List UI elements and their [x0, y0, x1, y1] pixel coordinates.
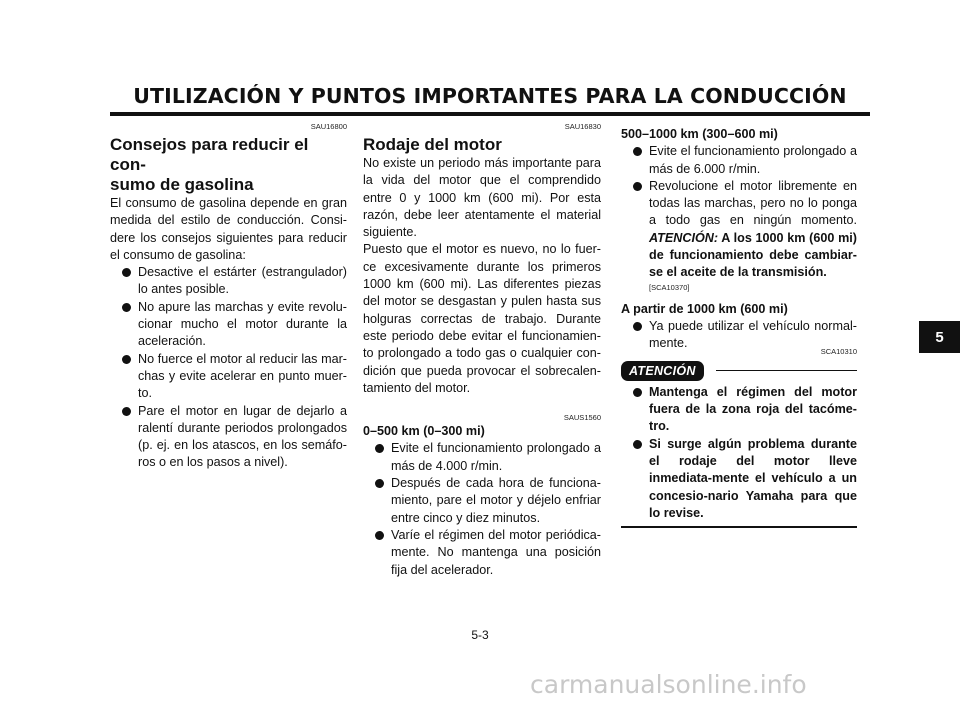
list-item [621, 384, 857, 436]
bullet-icon [375, 531, 384, 540]
list-item [110, 299, 347, 351]
column-fuel-tips [110, 122, 347, 472]
break-in-list-3 [621, 318, 857, 353]
break-in-paragraph-2: Puesto que el motor es nuevo, no lo fuer-ce excesivamente durante los primeros 1000 km (600 mi). Las diferentes piezas del motor se desgastan y pulen hasta sus holguras correctas de trabajo. Durante este periodo debe evitar el funcionamien-to prolongado a todo gas o cualquier con-dición que pueda provocar el sobrecalen-tamiento del motor. [363, 242, 601, 395]
list-item-text: No apure las marchas y evite revolu-cionar mucho el motor durante la aceleración. [138, 299, 347, 349]
bullet-icon [122, 303, 131, 312]
bullet-icon [375, 444, 384, 453]
list-item-text: Varíe el régimen del motor periódica-mente. No mantenga una posición fija del acelerador. [391, 527, 601, 577]
list-item [363, 440, 601, 475]
watermark: carmanualsonline.info [530, 670, 807, 699]
bullet-icon [122, 407, 131, 416]
break-in-paragraph-1: No existe un periodo más importante para la vida del motor que el comprendido entre 0 y 1000 km (600 mi). Por esta razón, debe leer atentamente el material siguiente. [363, 156, 601, 240]
list-item-text: Desactive el estárter (estrangulador) lo antes posible. [138, 265, 347, 297]
fuel-tips-list [110, 264, 347, 472]
caution-end-rule [621, 526, 857, 528]
subheading-500-1000: 500–1000 km (300–600 mi) [621, 127, 778, 141]
subheading-0-500: 0–500 km (0–300 mi) [363, 424, 485, 439]
list-item [110, 351, 347, 403]
list-item [363, 527, 601, 579]
chapter-tab: 5 [919, 321, 960, 353]
bullet-icon [375, 479, 384, 488]
list-item [621, 143, 857, 178]
fuel-intro: El consumo de gasolina depende en gran medida del estilo de conducción. Consi-dere los consejos siguientes para reducir el consumo de gasolina: [110, 196, 347, 262]
inline-warning-text: A los 1000 km (600 mi) de funcionamiento debe cambiar-se el aceite de la transmisión. [649, 230, 857, 280]
list-item-text: Revolucione el motor libremente en todas las marchas, pero no lo ponga a todo gas en ningún momento. [649, 178, 857, 228]
list-item-text: Después de cada hora de funciona-miento, pare el motor y déjelo enfriar entre cinco y diez minutos. [391, 476, 601, 525]
list-item-text: Mantenga el régimen del motor fuera de la zona roja del tacóme-tro. [649, 384, 857, 434]
list-item-text: Si surge algún problema durante el rodaje del motor lleve inmediata-mente el vehículo a un concesio-nario Yamaha para que lo revise. [649, 436, 857, 520]
bullet-icon [633, 440, 642, 449]
list-item [110, 403, 347, 472]
list-item-text: Evite el funcionamiento prolongado a más de 4.000 r/min. [391, 441, 601, 473]
list-item [363, 475, 601, 527]
bullet-icon [633, 182, 642, 191]
header-rule [110, 112, 870, 116]
bullet-icon [122, 355, 131, 364]
bullet-icon [633, 322, 642, 331]
caution-rule [716, 370, 857, 372]
section-heading-fuel [110, 135, 347, 195]
caution-badge: ATENCIÓN [621, 361, 704, 381]
section-code: SAU16800 [310, 122, 347, 131]
break-in-list-2 [621, 143, 857, 292]
list-item-text: Evite el funcionamiento prolongado a más de 6.000 r/min. [649, 144, 857, 176]
section-heading-break-in: Rodaje del motor [363, 135, 502, 154]
caution-header [621, 361, 857, 381]
section-code: SAU16830 [564, 122, 601, 131]
inline-warning-label: ATENCIÓN: [649, 230, 719, 245]
page-header-title: UTILIZACIÓN Y PUNTOS IMPORTANTES PARA LA CONDUCCIÓN [133, 84, 847, 108]
list-item [621, 318, 857, 353]
list-item [621, 178, 857, 293]
caution-list [621, 384, 857, 522]
list-item [621, 436, 857, 522]
list-item-text: No fuerce el motor al reducir las mar-chas y evite acelerar en punto muer-to. [138, 351, 347, 401]
caution-code: SCA10310 [820, 346, 857, 356]
heading-fuel-text: Consejos para reducir el con- sumo de gasolina [110, 135, 309, 194]
bullet-icon [633, 388, 642, 397]
bullet-icon [122, 268, 131, 277]
list-item-text: Ya puede utilizar el vehículo normal-mente. [649, 318, 857, 351]
bullet-icon [633, 147, 642, 156]
page-number: 5-3 [471, 628, 489, 642]
list-item-text: Pare el motor en lugar de dejarlo a ralentí durante periodos prolongados (p. ej. en los atascos, en los semáfo-ros o en los pasos a nivel). [138, 403, 347, 470]
break-in-list-1 [363, 440, 601, 578]
column-break-in-continued [621, 122, 857, 528]
column-break-in [363, 122, 601, 579]
inline-warning-code: [SCA10370] [649, 282, 690, 292]
list-item [110, 264, 347, 299]
subheading-after-1000: A partir de 1000 km (600 mi) [621, 301, 788, 316]
section-code-2: SAUS1560 [563, 413, 601, 423]
